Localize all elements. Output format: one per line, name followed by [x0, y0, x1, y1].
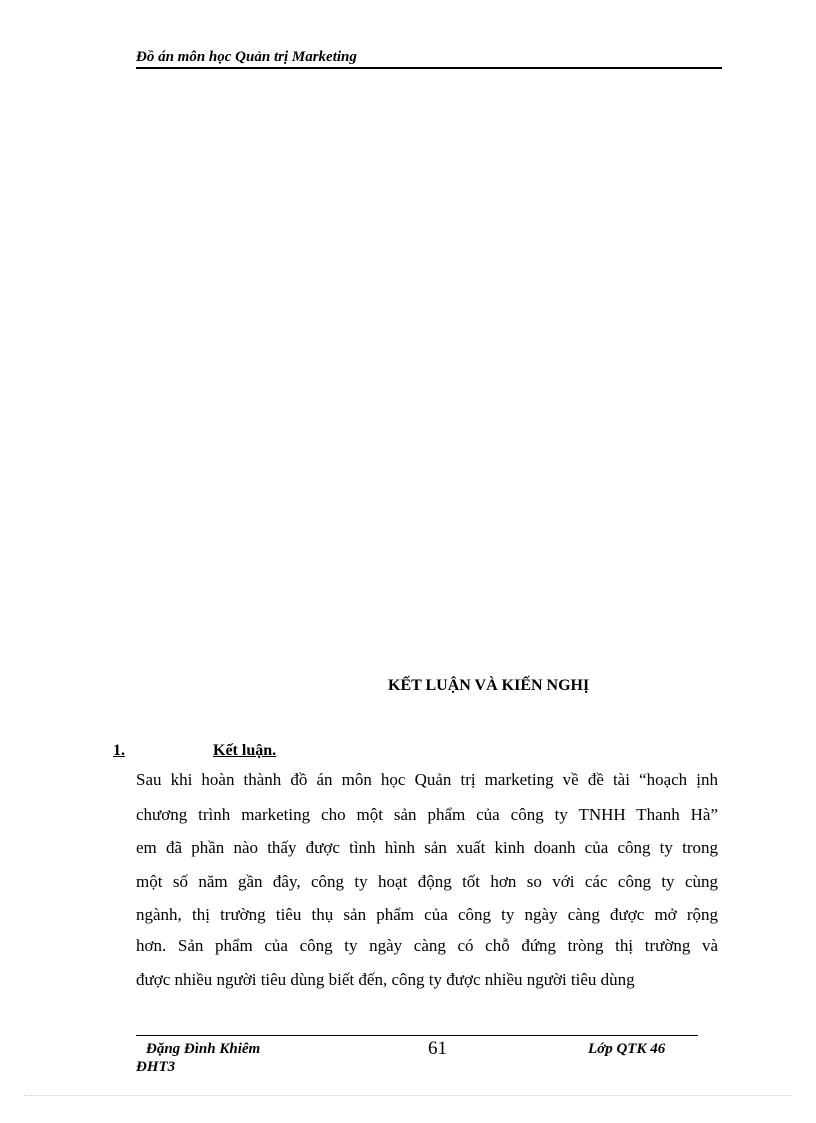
paragraph-line: Sau khi hoàn thành đồ án môn học Quản trị marketing về đề tài “hoạch ịnh	[136, 770, 718, 789]
section-label-period: .	[272, 742, 277, 759]
page-number: 61	[428, 1038, 447, 1059]
section-label: Kết luận	[213, 742, 273, 759]
section-heading	[113, 742, 276, 760]
paragraph-line: chương trình marketing cho một sản phẩm của công ty TNHH Thanh Hà”	[136, 805, 718, 824]
page-bottom-border	[24, 1095, 792, 1096]
paragraph-line: ngành, thị trường tiêu thụ sản phẩm của công ty ngày càng được mở rộng	[136, 905, 718, 924]
section-number: 1.	[113, 742, 125, 759]
page-header-title: Đồ án môn học Quản trị Marketing	[136, 49, 357, 65]
footer-class-code: ĐHT3	[136, 1059, 176, 1075]
footer-author: Đặng Đình Khiêm	[146, 1041, 261, 1057]
paragraph-line: hơn. Sản phẩm của công ty ngày càng có chỗ đứng tròng thị trường và	[136, 936, 718, 955]
paragraph-line: một số năm gần đây, công ty hoạt động tốt hơn so với các công ty cùng	[136, 872, 718, 891]
conclusion-title: KẾT LUẬN VÀ KIẾN NGHỊ	[388, 677, 590, 694]
paragraph-line: được nhiều người tiêu dùng biết đến, công ty được nhiều người tiêu dùng	[136, 970, 635, 989]
footer-divider	[136, 1035, 698, 1036]
footer-class-name: Lớp QTK 46	[588, 1041, 666, 1057]
paragraph-line: em đã phần nào thấy được tình hình sản xuất kinh doanh của công ty trong	[136, 838, 718, 857]
header-divider	[136, 67, 722, 69]
